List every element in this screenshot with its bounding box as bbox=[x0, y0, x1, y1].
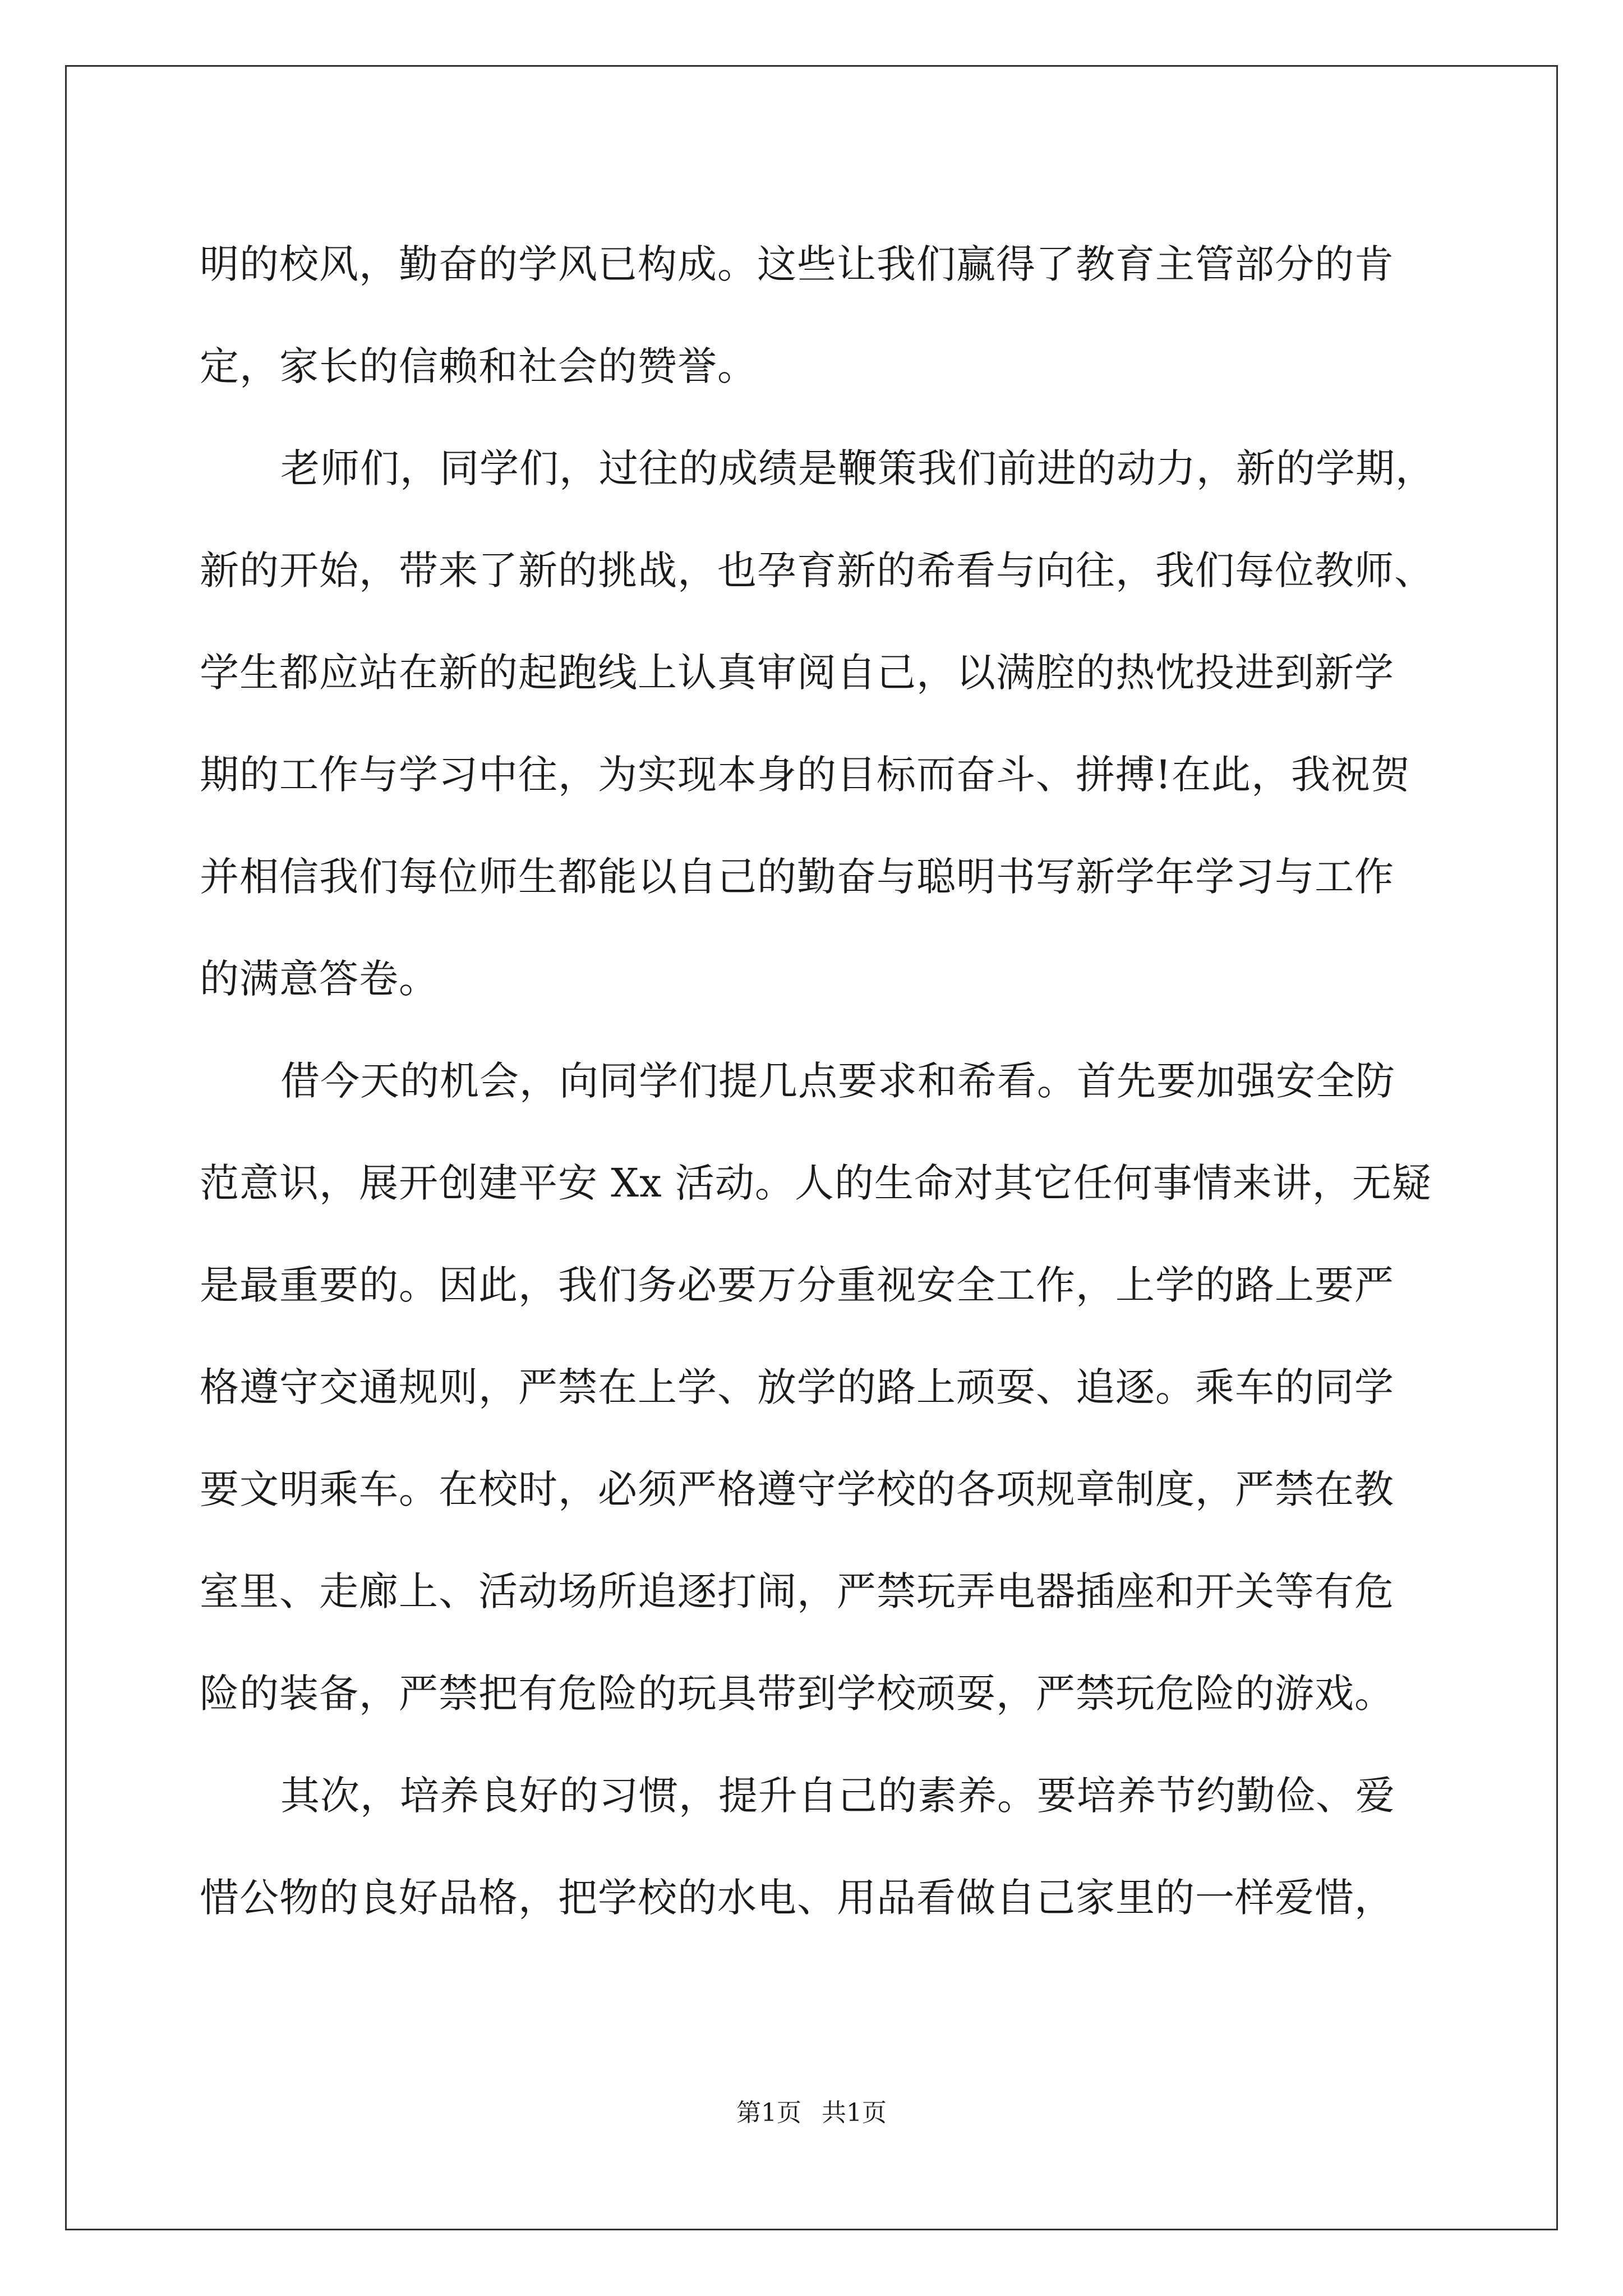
text-line: 新的开始，带来了新的挑战，也孕育新的希看与向往，我们每位教师、 bbox=[200, 547, 1434, 593]
text-line: 定，家长的信赖和社会的赞誉。 bbox=[200, 343, 757, 389]
text-line: 其次，培养良好的习惯，提升自己的素养。要培养节约勤俭、爱 bbox=[280, 1773, 1395, 1819]
text-line: 格遵守交通规则，严禁在上学、放学的路上顽耍、追逐。乘车的同学 bbox=[200, 1364, 1394, 1410]
document-body bbox=[200, 213, 1433, 1949]
page-total: 共1页 bbox=[822, 2099, 887, 2127]
page-number: 第1页 bbox=[736, 2099, 801, 2127]
text-line: 期的工作与学习中往，为实现本身的目标而奋斗、拼搏!在此，我祝贺 bbox=[200, 752, 1411, 798]
text-line: 并相信我们每位师生都能以自己的勤奋与聪明书写新学年学习与工作 bbox=[200, 854, 1394, 900]
text-line: 的满意答卷。 bbox=[200, 956, 439, 1002]
text-line: 借今天的机会，向同学们提几点要求和希看。首先要加强安全防 bbox=[280, 1058, 1395, 1104]
text-line: 室里、走廊上、活动场所追逐打闹，严禁玩弄电器插座和开关等有危 bbox=[200, 1568, 1394, 1614]
text-line: 是最重要的。因此，我们务必要万分重视安全工作，上学的路上要严 bbox=[200, 1262, 1394, 1308]
page-footer bbox=[0, 2092, 1623, 2128]
text-line: 要文明乘车。在校时，必须严格遵守学校的各项规章制度，严禁在教 bbox=[200, 1466, 1394, 1512]
text-line: 明的校风，勤奋的学风已构成。这些让我们赢得了教育主管部分的肯 bbox=[200, 241, 1394, 287]
text-line: 险的装备，严禁把有危险的玩具带到学校顽耍，严禁玩危险的游戏。 bbox=[200, 1671, 1394, 1717]
text-line: 老师们，同学们，过往的成绩是鞭策我们前进的动力，新的学期， bbox=[280, 445, 1435, 491]
text-line: 学生都应站在新的起跑线上认真审阅自己，以满腔的热忱投进到新学 bbox=[200, 650, 1394, 696]
text-line: 范意识，展开创建平安 Xx 活动。人的生命对其它任何事情来讲，无疑 bbox=[200, 1160, 1432, 1206]
text-line: 惜公物的良好品格，把学校的水电、用品看做自己家里的一样爱惜， bbox=[200, 1875, 1394, 1921]
